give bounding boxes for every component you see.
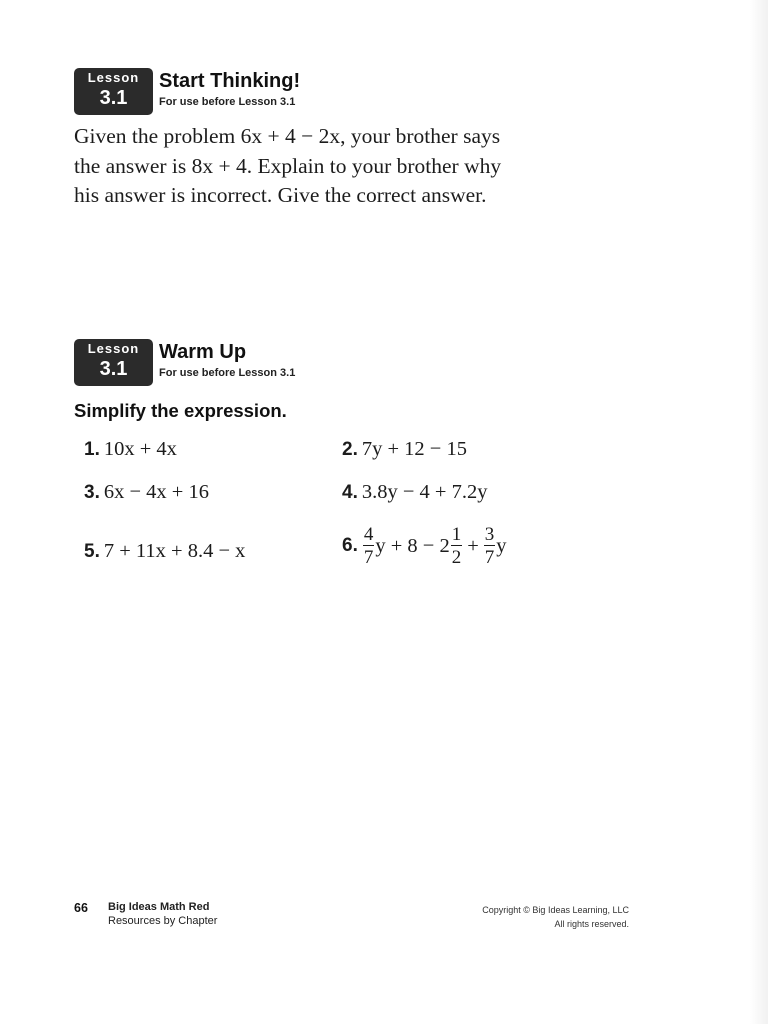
fraction [484, 525, 496, 567]
badge-label: Lesson [87, 70, 140, 85]
problem-number: 5. [84, 540, 100, 562]
mixed-fraction [451, 525, 463, 567]
denominator: 7 [484, 547, 495, 568]
problem-6 [342, 525, 507, 567]
warm-up-title: Warm Up [159, 341, 247, 363]
badge-number: 3.1 [99, 358, 128, 380]
lesson-badge-warm-up [74, 339, 153, 386]
problem-4 [342, 481, 487, 504]
book-subtitle: Resources by Chapter [108, 915, 218, 927]
denominator: 7 [363, 547, 374, 568]
badge-number: 3.1 [99, 87, 128, 109]
copyright-notice [482, 903, 629, 931]
denominator: 2 [451, 547, 462, 568]
warm-up-instructions: Simplify the expression. [74, 400, 287, 421]
badge-label: Lesson [87, 341, 140, 356]
problem-2 [342, 438, 467, 461]
fraction [363, 525, 375, 567]
problem-expression: 7y + 12 − 15 [361, 438, 467, 460]
problem-number: 6. [342, 535, 358, 556]
problem-1 [84, 438, 177, 461]
start-thinking-subtitle: For use before Lesson 3.1 [159, 96, 296, 108]
book-info [108, 900, 217, 928]
expression-part: + [467, 534, 479, 557]
start-thinking-title: Start Thinking! [159, 70, 301, 92]
numerator: 1 [451, 524, 462, 545]
problem-3 [84, 481, 209, 504]
problem-number: 4. [342, 481, 358, 503]
numerator: 4 [363, 524, 374, 545]
problem-5 [84, 540, 245, 563]
problem-number: 1. [84, 438, 100, 460]
problem-number: 3. [84, 481, 100, 503]
book-title: Big Ideas Math Red [108, 901, 210, 913]
page-number: 66 [74, 901, 88, 915]
expression-part: y [496, 534, 507, 557]
start-thinking-prompt: Given the problem 6x + 4 − 2x, your brother says the answer is 8x + 4. Explain to your brother why his answer is incorrect. Give the correct answer. [74, 124, 502, 207]
lesson-badge-start-thinking [74, 68, 153, 115]
copyright-line: Copyright © Big Ideas Learning, LLC [482, 905, 629, 915]
rights-line: All rights reserved. [554, 919, 629, 929]
problem-number: 2. [342, 438, 358, 460]
problem-expression: 10x + 4x [103, 438, 177, 460]
problem-expression: 6x − 4x + 16 [103, 481, 209, 503]
problem-expression: 3.8y − 4 + 7.2y [361, 481, 488, 503]
numerator: 3 [484, 524, 495, 545]
expression-part: y + 8 − 2 [375, 534, 450, 557]
warm-up-subtitle: For use before Lesson 3.1 [159, 367, 296, 379]
page-edge-shadow [750, 0, 768, 1024]
problem-expression: 7 + 11x + 8.4 − x [103, 540, 246, 562]
